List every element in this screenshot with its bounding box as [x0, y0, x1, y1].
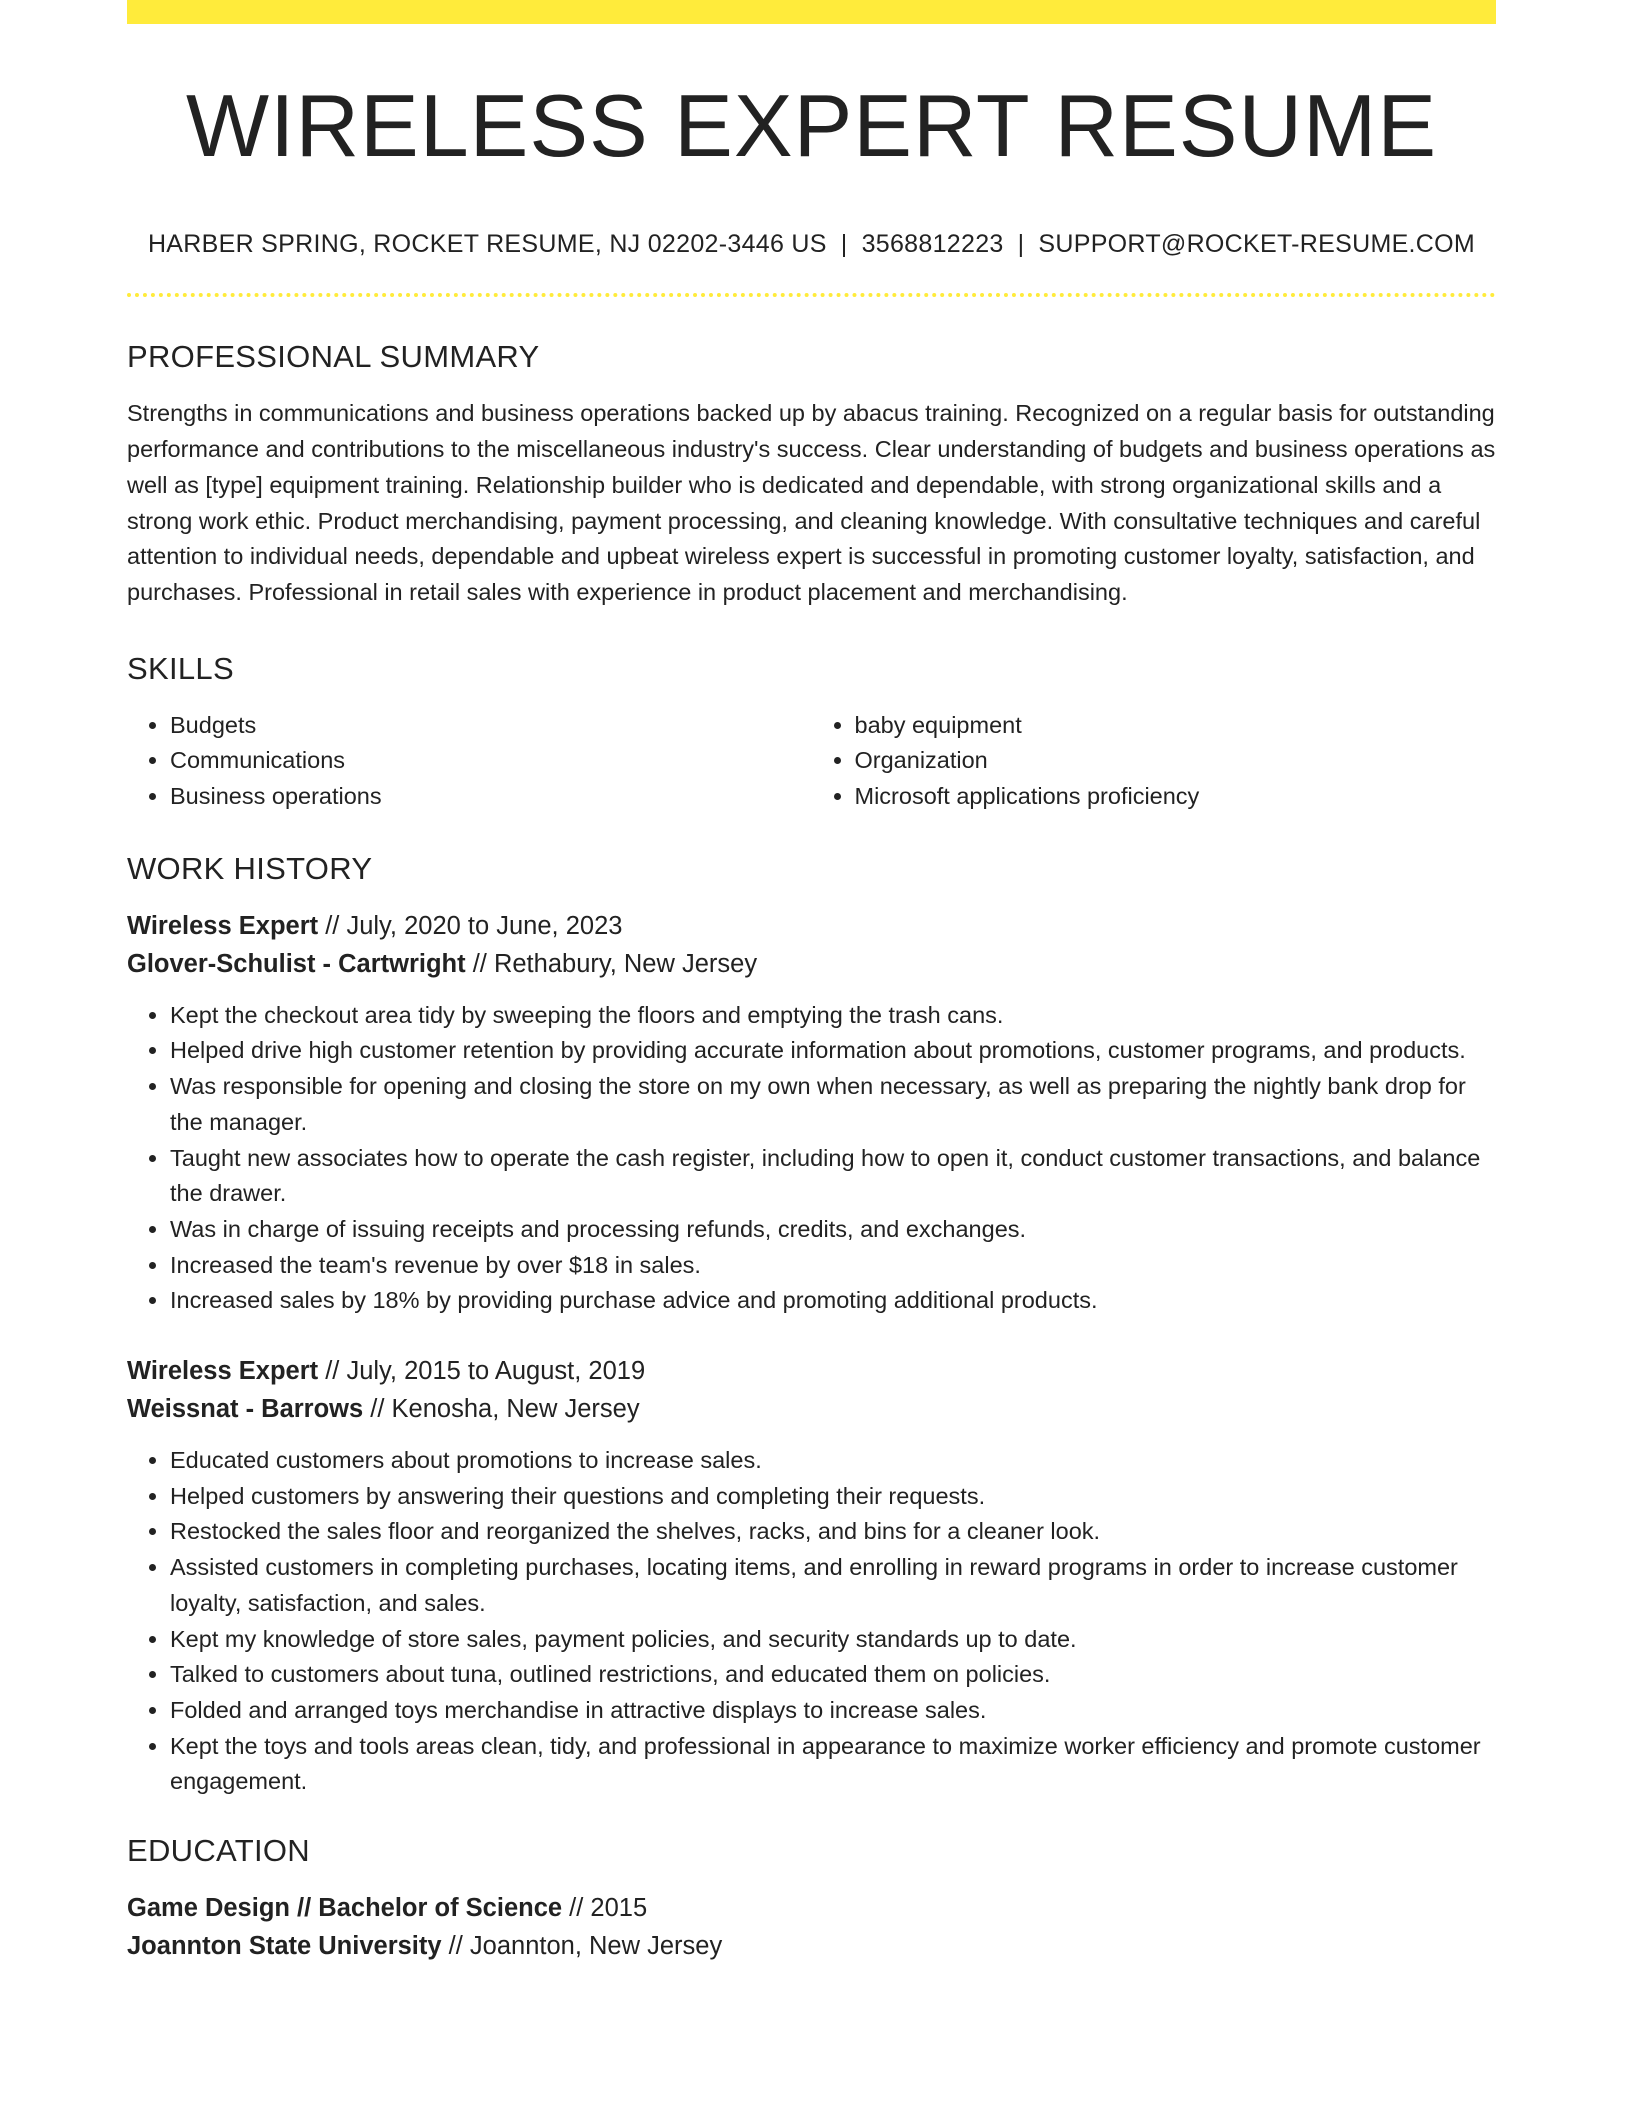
skill-item: • Budgets — [170, 708, 812, 744]
work-history-heading: WORK HISTORY — [127, 850, 373, 886]
skill-item: • baby equipment — [855, 708, 1497, 744]
duty-item: • Assisted customers in completing purchases, locating items, and enrolling in reward programs in order to increase customer loyalty, satisfaction, and sales. — [170, 1550, 1496, 1621]
summary-heading: PROFESSIONAL SUMMARY — [127, 339, 540, 375]
contact-separator: | — [840, 230, 848, 259]
job-role: Wireless Expert — [127, 1357, 319, 1386]
education-school-line — [127, 1927, 1496, 1965]
job-dates: // July, 2015 to August, 2019 — [318, 1357, 646, 1386]
skill-item: • Organization — [855, 743, 1497, 779]
job-company: Glover-Schulist - Cartwright — [127, 949, 466, 978]
skills-column-left — [127, 708, 812, 815]
duty-item: • Helped customers by answering their questions and completing their requests. — [170, 1479, 1496, 1515]
contact-line — [127, 230, 1496, 259]
job-company-line — [127, 1390, 1496, 1428]
contact-separator: | — [1017, 230, 1025, 259]
skills-list — [127, 708, 1496, 815]
contact-address: HARBER SPRING, ROCKET RESUME, NJ 02202-3446 US — [147, 230, 827, 259]
accent-top-bar — [127, 0, 1496, 24]
duty-item: • Kept my knowledge of store sales, payment policies, and security standards up to date. — [170, 1622, 1496, 1658]
job-title-line — [127, 907, 1496, 945]
education-entry — [127, 1889, 1496, 1965]
skill-item: • Business operations — [170, 779, 812, 815]
contact-email: SUPPORT@ROCKET-RESUME.COM — [1038, 230, 1476, 259]
duty-item: • Folded and arranged toys merchandise in attractive displays to increase sales. — [170, 1693, 1496, 1729]
job-entry — [127, 907, 1496, 1319]
job-duties — [127, 998, 1496, 1319]
duty-item: • Restocked the sales floor and reorganized the shelves, racks, and bins for a cleaner look. — [170, 1514, 1496, 1550]
dotted-divider — [127, 293, 1496, 297]
job-company-line — [127, 945, 1496, 983]
skills-heading: SKILLS — [127, 650, 234, 686]
duty-item: • Was in charge of issuing receipts and processing refunds, credits, and exchanges. — [170, 1212, 1496, 1248]
duty-item: • Educated customers about promotions to increase sales. — [170, 1443, 1496, 1479]
job-location: // Kenosha, New Jersey — [363, 1395, 640, 1424]
skill-item: • Microsoft applications proficiency — [855, 779, 1497, 815]
job-duties — [127, 1443, 1496, 1800]
job-company: Weissnat - Barrows — [127, 1395, 364, 1424]
duty-item: • Kept the toys and tools areas clean, tidy, and professional in appearance to maximize worker efficiency and promote customer engagement. — [170, 1729, 1496, 1800]
job-title-line — [127, 1352, 1496, 1390]
job-location: // Rethabury, New Jersey — [465, 949, 758, 978]
job-entry — [127, 1352, 1496, 1800]
duty-item: • Increased sales by 18% by providing purchase advice and promoting additional products. — [170, 1283, 1496, 1319]
duty-item: • Taught new associates how to operate the cash register, including how to open it, conduct customer transactions, and balance the drawer. — [170, 1141, 1496, 1212]
resume-page — [127, 0, 1496, 1965]
education-location: // Joannton, New Jersey — [441, 1932, 723, 1961]
duty-item: • Kept the checkout area tidy by sweeping the floors and emptying the trash cans. — [170, 998, 1496, 1034]
education-degree-line — [127, 1889, 1496, 1927]
resume-title: WIRELESS EXPERT RESUME — [185, 76, 1438, 175]
duty-item: • Talked to customers about tuna, outlined restrictions, and educated them on policies. — [170, 1657, 1496, 1693]
job-dates: // July, 2020 to June, 2023 — [318, 911, 623, 940]
job-role: Wireless Expert — [127, 911, 319, 940]
education-degree: Game Design // Bachelor of Science — [127, 1894, 563, 1923]
education-year: // 2015 — [562, 1894, 648, 1923]
contact-phone: 3568812223 — [861, 230, 1004, 259]
skill-item: • Communications — [170, 743, 812, 779]
education-heading: EDUCATION — [127, 1833, 310, 1869]
duty-item: • Was responsible for opening and closing the store on my own when necessary, as well as preparing the nightly bank drop for the manager. — [170, 1069, 1496, 1140]
skills-column-right — [812, 708, 1497, 815]
duty-item: • Helped drive high customer retention by providing accurate information about promotions, customer programs, and products. — [170, 1033, 1496, 1069]
education-school: Joannton State University — [127, 1932, 442, 1961]
summary-text: Strengths in communications and business operations backed up by abacus training. Recognized on a regular basis for outstanding performance and contributions to the miscellaneous industry's success. Clear understanding of budgets and business operations as well as [type] equipment training. Relationship builder who is dedicated and dependable, with strong organizational skills and a strong work ethic. Product merchandising, payment processing, and cleaning knowledge. With consultative techniques and careful attention to individual needs, dependable and upbeat wireless expert is successful in promoting customer loyalty, satisfaction, and purchases. Professional in retail sales with experience in product placement and merchandising. — [127, 400, 1496, 605]
duty-item: • Increased the team's revenue by over $18 in sales. — [170, 1248, 1496, 1284]
